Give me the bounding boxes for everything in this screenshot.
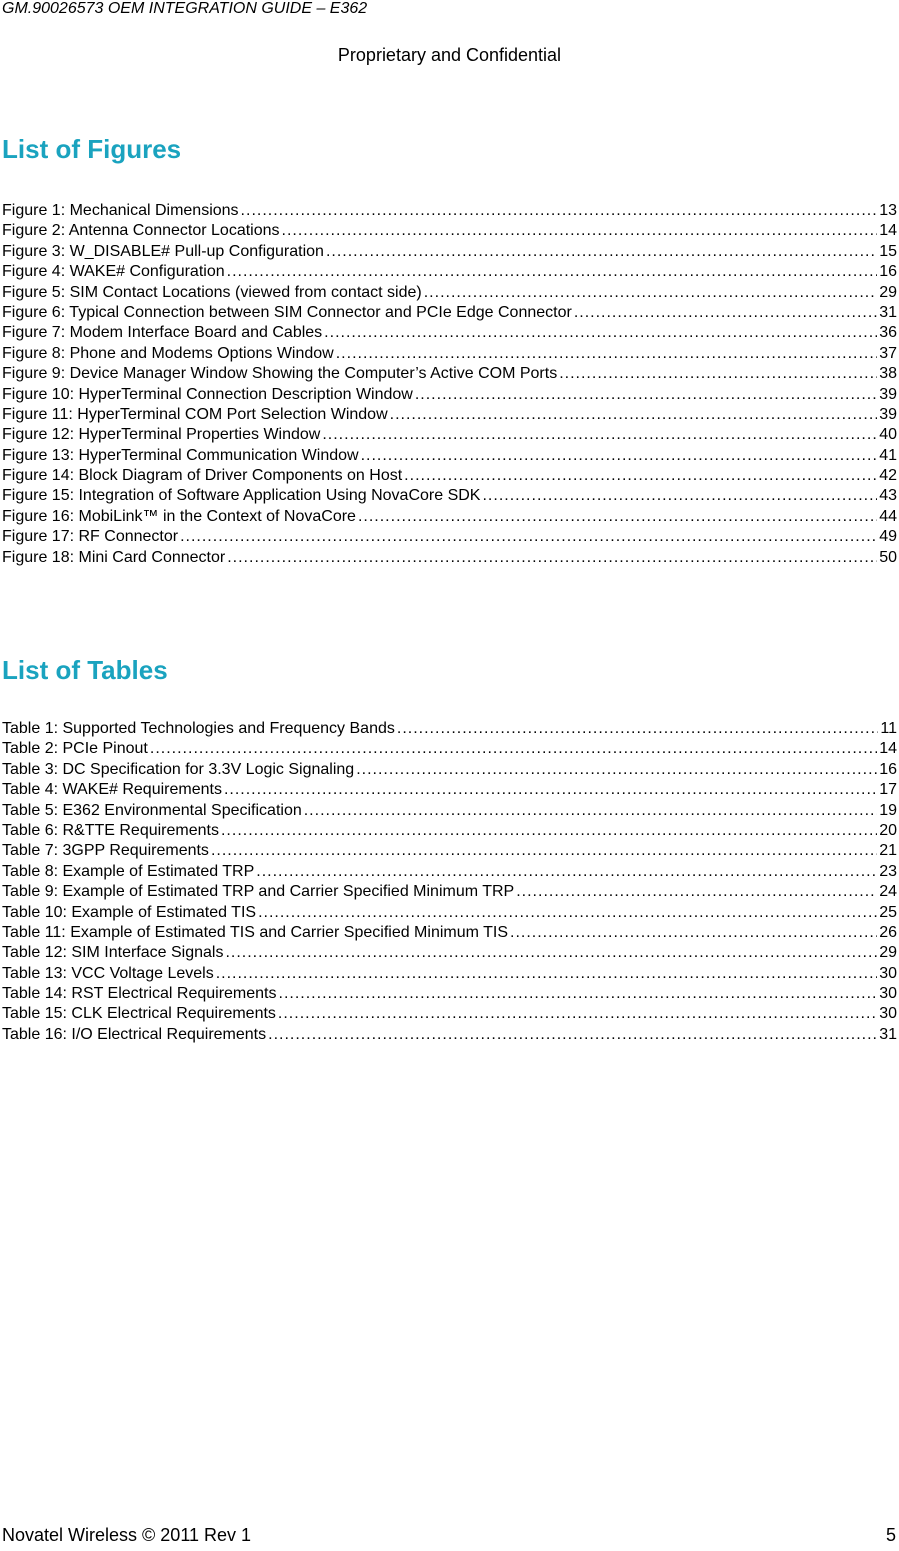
toc-entry-text: Figure 1: Mechanical Dimensions	[2, 202, 239, 219]
dot-leader	[510, 923, 877, 943]
toc-entry[interactable]	[2, 548, 897, 568]
dot-leader	[358, 507, 877, 527]
dot-leader	[180, 527, 877, 547]
toc-entry[interactable]	[2, 760, 897, 780]
toc-entry-text: Table 4: WAKE# Requirements	[2, 781, 222, 799]
toc-entry[interactable]	[2, 425, 897, 445]
dot-leader	[361, 446, 878, 466]
dot-leader	[574, 303, 877, 323]
toc-entry[interactable]	[2, 801, 897, 821]
dot-leader	[336, 344, 877, 364]
toc-entry[interactable]	[2, 882, 897, 902]
toc-entry-text: Figure 14: Block Diagram of Driver Components on Host	[2, 467, 403, 485]
toc-entry-text: Table 16: I/O Electrical Requirements	[2, 1025, 267, 1043]
toc-entry-text: Figure 15: Integration of Software Application Using NovaCore SDK	[2, 487, 481, 505]
toc-entry[interactable]	[2, 303, 897, 323]
toc-page-number: 31	[879, 1025, 897, 1043]
toc-entry-text: Figure 4: WAKE# Configuration	[2, 263, 225, 281]
toc-entry[interactable]	[2, 283, 897, 303]
toc-entry-text: Table 5: E362 Environmental Specification	[2, 801, 302, 819]
toc-entry[interactable]	[2, 446, 897, 466]
dot-leader	[221, 821, 877, 841]
toc-page-number: 30	[879, 985, 897, 1003]
dot-leader	[227, 262, 878, 282]
toc-entry-text: Table 7: 3GPP Requirements	[2, 842, 209, 860]
toc-entry[interactable]	[2, 821, 897, 841]
dot-leader	[390, 405, 878, 425]
dot-leader	[216, 964, 878, 984]
dot-leader	[559, 364, 877, 384]
toc-page-number: 39	[879, 385, 897, 403]
dot-leader	[268, 1025, 877, 1045]
toc-entry-text: Table 8: Example of Estimated TRP	[2, 862, 255, 880]
toc-entry[interactable]	[2, 486, 897, 506]
dot-leader	[326, 242, 877, 262]
toc-page-number: 36	[879, 324, 897, 342]
toc-page-number: 31	[879, 303, 897, 321]
dot-leader	[224, 780, 877, 800]
toc-entry-text: Figure 8: Phone and Modems Options Window	[2, 344, 334, 362]
dot-leader	[324, 323, 877, 343]
toc-entry-text: Figure 5: SIM Contact Locations (viewed from contact side)	[2, 283, 422, 301]
dot-leader	[227, 548, 877, 568]
toc-entry[interactable]	[2, 405, 897, 425]
toc-page-number: 11	[880, 720, 897, 737]
toc-page-number: 19	[879, 801, 897, 819]
toc-page-number: 38	[879, 365, 897, 383]
toc-page-number: 49	[879, 528, 897, 546]
dot-leader	[282, 221, 878, 241]
toc-page-number: 15	[879, 242, 897, 260]
toc-entry-text: Figure 17: RF Connector	[2, 528, 179, 546]
dot-leader	[211, 841, 877, 861]
dot-leader	[241, 201, 878, 221]
toc-page-number: 39	[879, 405, 897, 423]
toc-entry[interactable]	[2, 780, 897, 800]
toc-entry[interactable]	[2, 984, 897, 1004]
toc-entry[interactable]	[2, 221, 897, 241]
tables-toc-list	[2, 719, 897, 1045]
dot-leader	[482, 486, 877, 506]
toc-page-number: 50	[879, 548, 897, 566]
toc-entry[interactable]	[2, 719, 897, 739]
toc-page-number: 30	[879, 1005, 897, 1023]
dot-leader	[516, 882, 877, 902]
toc-entry-text: Table 15: CLK Electrical Requirements	[2, 1005, 276, 1023]
toc-page-number: 20	[879, 821, 897, 839]
toc-page-number: 41	[879, 446, 897, 464]
dot-leader	[150, 739, 877, 759]
toc-entry[interactable]	[2, 739, 897, 759]
toc-page-number: 30	[879, 964, 897, 982]
dot-leader	[279, 984, 878, 1004]
toc-entry[interactable]	[2, 841, 897, 861]
toc-entry-text: Table 13: VCC Voltage Levels	[2, 964, 214, 982]
toc-page-number: 16	[879, 760, 897, 778]
toc-entry-text: Table 12: SIM Interface Signals	[2, 944, 224, 962]
dot-leader	[304, 801, 877, 821]
toc-entry[interactable]	[2, 862, 897, 882]
toc-page-number: 17	[879, 781, 897, 799]
toc-page-number: 26	[879, 923, 897, 941]
toc-page-number: 42	[879, 467, 897, 485]
toc-entry-text: Table 9: Example of Estimated TRP and Carrier Specified Minimum TRP	[2, 883, 515, 901]
toc-entry[interactable]	[2, 323, 897, 343]
toc-entry-text: Figure 9: Device Manager Window Showing the Computer’s Active COM Ports	[2, 365, 558, 383]
dot-leader	[415, 385, 877, 405]
toc-entry-text: Figure 10: HyperTerminal Connection Description Window	[2, 385, 413, 403]
list-of-figures-heading: List of Figures	[2, 134, 182, 164]
dot-leader	[404, 466, 877, 486]
dot-leader	[278, 1004, 877, 1024]
toc-entry[interactable]	[2, 466, 897, 486]
toc-page-number: 16	[879, 263, 897, 281]
dot-leader	[424, 283, 877, 303]
toc-entry[interactable]	[2, 344, 897, 364]
toc-entry-text: Figure 2: Antenna Connector Locations	[2, 222, 280, 240]
toc-page-number: 37	[879, 344, 897, 362]
toc-page-number: 29	[879, 944, 897, 962]
toc-entry[interactable]	[2, 964, 897, 984]
toc-entry[interactable]	[2, 1025, 897, 1045]
confidentiality-notice: Proprietary and Confidential	[337, 45, 562, 65]
toc-page-number: 25	[879, 903, 897, 921]
toc-page-number: 44	[879, 507, 897, 525]
toc-page-number: 24	[879, 883, 897, 901]
toc-page-number: 43	[879, 487, 897, 505]
toc-page-number: 13	[879, 202, 897, 219]
toc-entry[interactable]	[2, 903, 897, 923]
toc-entry-text: Table 2: PCIe Pinout	[2, 740, 148, 758]
toc-entry[interactable]	[2, 242, 897, 262]
toc-entry[interactable]	[2, 1004, 897, 1024]
toc-entry-text: Figure 11: HyperTerminal COM Port Selection Window	[2, 405, 388, 423]
toc-entry-text: Table 1: Supported Technologies and Frequency Bands	[2, 720, 395, 737]
dot-leader	[397, 719, 879, 739]
figures-toc-list	[2, 201, 897, 568]
toc-entry-text: Figure 13: HyperTerminal Communication Window	[2, 446, 359, 464]
list-of-tables-heading: List of Tables	[2, 655, 168, 685]
dot-leader	[256, 862, 877, 882]
toc-entry[interactable]	[2, 507, 897, 527]
toc-entry[interactable]	[2, 923, 897, 943]
toc-page-number: 14	[879, 740, 897, 758]
dot-leader	[322, 425, 877, 445]
toc-entry-text: Table 11: Example of Estimated TIS and Carrier Specified Minimum TIS	[2, 923, 508, 941]
toc-entry-text: Table 3: DC Specification for 3.3V Logic Signaling	[2, 760, 355, 778]
toc-entry-text: Figure 18: Mini Card Connector	[2, 548, 226, 566]
toc-entry[interactable]	[2, 201, 897, 221]
toc-entry-text: Figure 12: HyperTerminal Properties Window	[2, 426, 321, 444]
dot-leader	[356, 760, 877, 780]
dot-leader	[225, 943, 877, 963]
toc-entry-text: Figure 3: W_DISABLE# Pull-up Configuration	[2, 242, 324, 260]
toc-entry-text: Figure 6: Typical Connection between SIM Connector and PCIe Edge Connector	[2, 303, 572, 321]
toc-entry-text: Figure 7: Modem Interface Board and Cables	[2, 324, 323, 342]
toc-page-number: 40	[879, 426, 897, 444]
toc-entry-text: Figure 16: MobiLink™ in the Context of NovaCore	[2, 507, 356, 525]
document-id: GM.90026573 OEM INTEGRATION GUIDE – E362	[2, 0, 368, 17]
toc-page-number: 29	[879, 283, 897, 301]
toc-page-number: 23	[879, 862, 897, 880]
toc-entry[interactable]	[2, 943, 897, 963]
toc-page-number: 21	[879, 842, 897, 860]
toc-entry-text: Table 10: Example of Estimated TIS	[2, 903, 257, 921]
toc-page-number: 14	[879, 222, 897, 240]
toc-entry[interactable]	[2, 262, 897, 282]
toc-entry[interactable]	[2, 385, 897, 405]
toc-entry[interactable]	[2, 364, 897, 384]
toc-entry[interactable]	[2, 527, 897, 547]
toc-entry-text: Table 6: R&TTE Requirements	[2, 821, 219, 839]
footer-copyright: Novatel Wireless © 2011 Rev 1	[2, 1525, 252, 1545]
toc-entry-text: Table 14: RST Electrical Requirements	[2, 985, 277, 1003]
footer-page-number: 5	[885, 1525, 896, 1545]
dot-leader	[258, 903, 877, 923]
